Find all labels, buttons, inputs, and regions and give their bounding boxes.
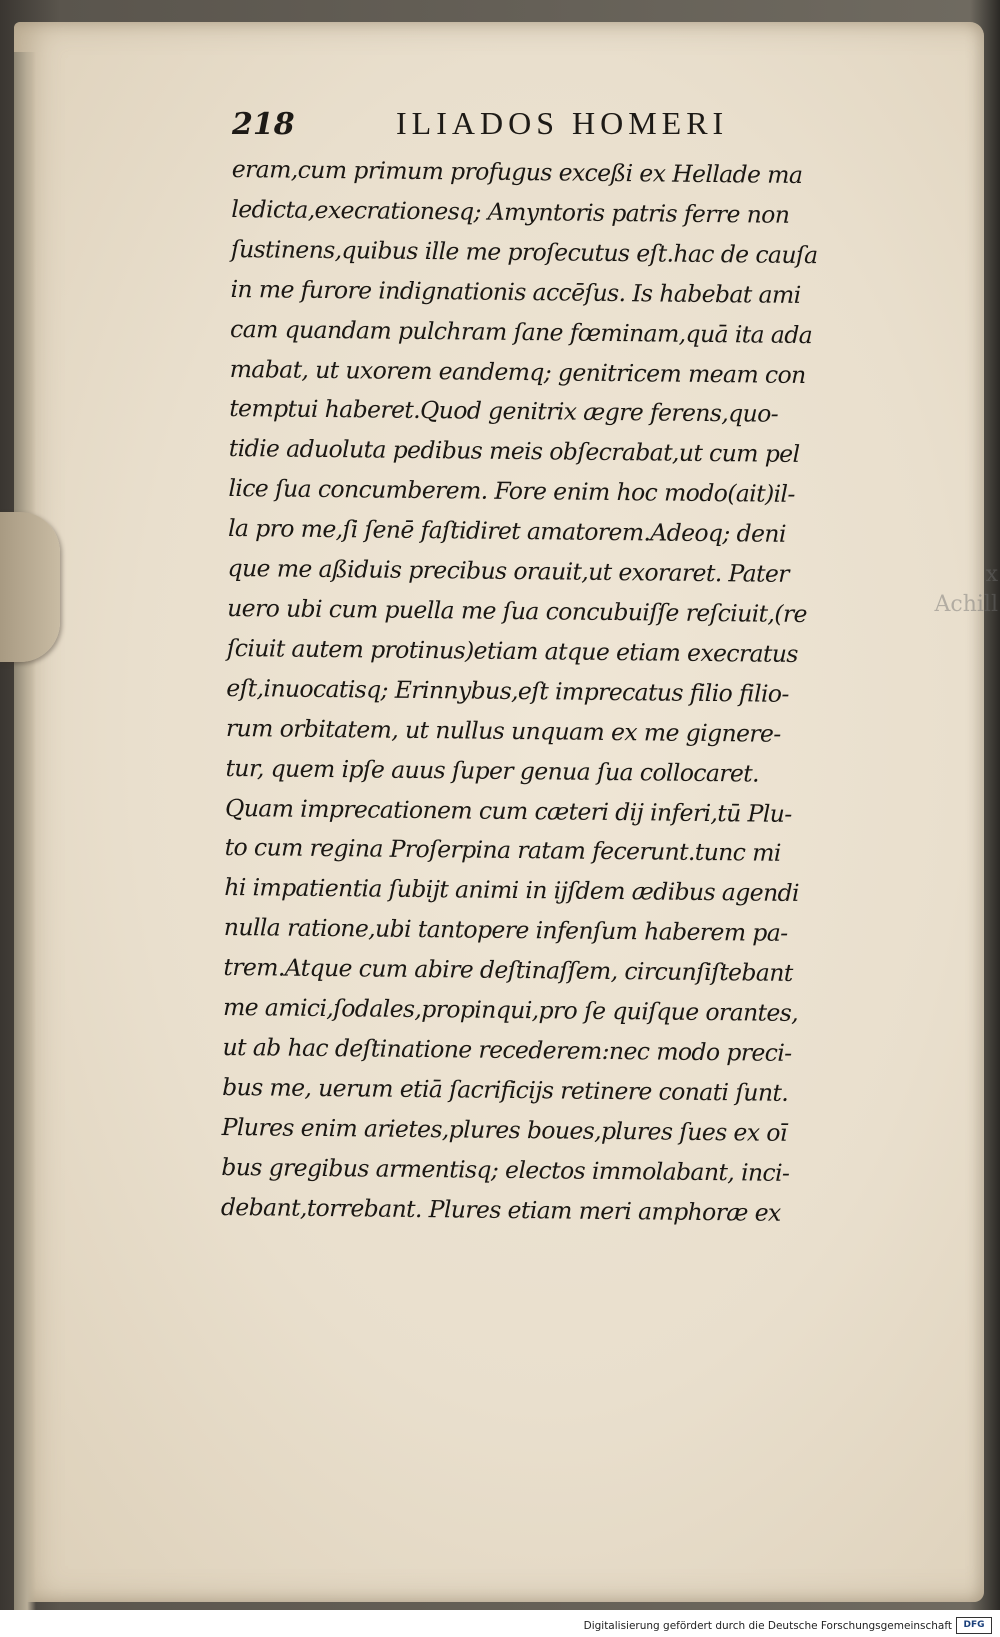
text-line: ſustinens,quibus ille me proſecutus eſt.hac de cauſa xyxy=(230,234,818,269)
book-clip xyxy=(0,512,60,662)
text-line: ut ab hac deſtinatione recederem:nec modo preci- xyxy=(222,1032,792,1067)
text-line: cam quandam pulchram ſane fœminam,quā ita ada xyxy=(229,314,813,349)
text-line: eſt,inuocatisq; Erinnybus,eſt imprecatus filio filio- xyxy=(226,673,789,708)
text-line: que me aßiduis precibus orauit,ut exoraret. Pater xyxy=(227,554,790,588)
text-line: in me furore indignationis accēſus. Is habebat ami xyxy=(230,274,801,309)
text-line: bus gregibus armentisq; electos immolabant, inci- xyxy=(221,1152,790,1187)
text-line: Plures enim arietes,plures boues,plures ſues ex oī xyxy=(221,1112,787,1147)
digitization-credit: Digitalisierung gefördert durch die Deutsche Forschungsgemeinschaft xyxy=(583,1620,952,1632)
text-line: temptui haberet.Quod genitrix ægre ferens,quo- xyxy=(229,394,779,429)
page-header xyxy=(232,105,852,142)
text-line: trem.Atque cum abire deſtinaſſem, circunſiſtebant xyxy=(223,953,793,988)
running-head: ILIADOS HOMERI xyxy=(396,105,729,141)
text-line: rum orbitatem, ut nullus unquam ex me gignere- xyxy=(225,713,781,748)
text-line: ſciuit autem protinus)etiam atque etiam execratus xyxy=(226,633,798,668)
text-line: to cum regina Proſerpina ratam fecerunt.tunc mi xyxy=(224,833,781,868)
text-line: tur, quem ipſe auus ſuper genua ſua collocaret. xyxy=(225,753,760,788)
bleed-through-text: x Achill xyxy=(934,562,998,617)
body-text xyxy=(221,150,894,1234)
text-line: uero ubi cum puella me ſua concubuiſſe reſciuit,(re xyxy=(227,593,808,629)
text-line: debant,torrebant. Plures etiam meri amphoræ ex xyxy=(220,1192,781,1227)
dfg-logo: DFG xyxy=(956,1617,992,1634)
text-line: Quam imprecationem cum cæteri dij inferi,tū Plu- xyxy=(224,793,792,828)
text-line: bus me, uerum etiā ſacrificijs retinere conati ſunt. xyxy=(222,1072,789,1107)
text-line: mabat, ut uxorem eandemq; genitricem meam con xyxy=(229,354,806,389)
text-line: tidie aduoluta pedibus meis obſecrabat,ut cum pel xyxy=(228,434,800,469)
text-line: lice ſua concumberem. Fore enim hoc modo(ait)il- xyxy=(228,474,795,509)
text-line: me amici,ſodales,propinqui,pro ſe quiſque orantes, xyxy=(222,992,799,1028)
text-line: hi impatientia ſubijt animi in ijſdem ædibus agendi xyxy=(224,873,800,908)
page-number: 218 xyxy=(232,107,295,142)
text-line: la pro me,ſi ſenē faſtidiret amatorem.Adeoq; deni xyxy=(227,514,786,548)
text-line: nulla ratione,ubi tantopere infenſum haberem pa- xyxy=(223,913,788,948)
text-line: ledicta,execrationesq; Amyntoris patris ferre non xyxy=(231,194,790,229)
text-line: eram,cum primum profugus exceßi ex Hellade ma xyxy=(231,154,803,189)
page-spine-edge xyxy=(14,52,36,1612)
